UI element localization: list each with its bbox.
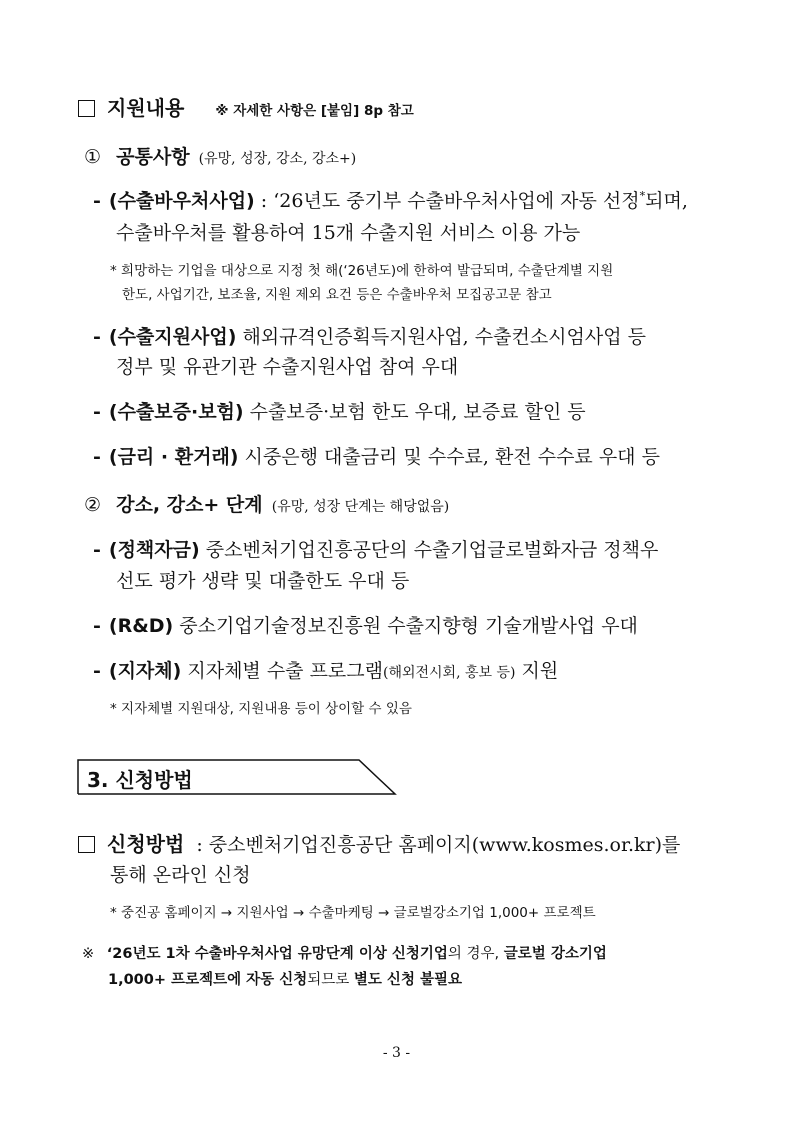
section-3-title: 3. 신청방법 bbox=[87, 768, 193, 792]
common-heading bbox=[84, 142, 356, 169]
item-label: (R&D) bbox=[108, 615, 174, 637]
item-label: (금리 · 환거래) bbox=[108, 446, 239, 468]
checkbox-square-icon bbox=[78, 836, 95, 853]
item-label: (지자체) bbox=[108, 660, 182, 682]
common-item-guarantee: - (수출보증·보험) 수출보증·보험 한도 우대, 보증료 할인 등 bbox=[93, 401, 586, 423]
apply-line1: : 중소벤처기업진흥공단 홈페이지(www.kosmes.or.kr)를 bbox=[196, 834, 681, 856]
item-line2: 선도 평가 생략 및 대출한도 우대 등 bbox=[116, 570, 410, 592]
strong-item-local-gov: - (지자체) 지자체별 수출 프로그램(해외전시회, 홍보 등) 지원 bbox=[93, 660, 559, 682]
footnote-bold2: 글로벌 강소기업 bbox=[503, 946, 607, 962]
voucher-note-line2: 한도, 사업기간, 보조율, 지원 제외 요건 등은 수출바우처 모집공고문 참고 bbox=[122, 287, 552, 303]
page-number: - 3 - bbox=[382, 1045, 411, 1061]
item-line1: : ‘26년도 중기부 수출바우처사업에 자동 선정 bbox=[260, 190, 640, 212]
reference-mark-icon: ※ bbox=[82, 946, 95, 962]
apply-heading bbox=[78, 828, 680, 857]
strong-item-policy-fund: - (정책자금) 중소벤처기업진흥공단의 수출기업글로벌화자금 정책우 bbox=[93, 539, 659, 561]
support-heading bbox=[78, 92, 414, 121]
footnote-line2 bbox=[108, 968, 462, 989]
item-line2: 정부 및 유관기관 수출지원사업 참여 우대 bbox=[116, 356, 459, 378]
circle-number-2: ② bbox=[84, 494, 102, 516]
item-line1: 시중은행 대출금리 및 수수료, 환전 수수료 우대 등 bbox=[244, 446, 660, 468]
local-gov-note: * 지자체별 지원대상, 지원내용 등이 상이할 수 있음 bbox=[110, 701, 412, 717]
item-label: (수출지원사업) bbox=[108, 326, 237, 348]
support-note: ※ 자세한 사항은 [붙임] 8p 참고 bbox=[215, 103, 414, 119]
footnote-bold3: 1,000+ 프로젝트에 자동 신청 bbox=[108, 972, 308, 988]
footnote-line1 bbox=[82, 942, 607, 963]
item-label: (수출보증·보험) bbox=[108, 401, 244, 423]
common-paren: (유망, 성장, 강소, 강소+) bbox=[198, 151, 357, 167]
footnote-plain2: 되므로 bbox=[307, 972, 350, 988]
strong-heading bbox=[84, 490, 449, 517]
common-item-voucher: - (수출바우처사업) : ‘26년도 중기부 수출바우처사업에 자동 선정*되며, bbox=[93, 189, 688, 212]
item-line1: 해외규격인증획득지원사업, 수출컨소시엄사업 등 bbox=[242, 326, 646, 348]
item-line1: 지자체별 수출 프로그램 bbox=[187, 660, 383, 682]
strong-paren: (유망, 성장 단계는 해당없음) bbox=[271, 499, 450, 515]
voucher-note-line1: * 희망하는 기업을 대상으로 지정 첫 해(‘26년도)에 한하여 발급되며, 수출단계별 지원 bbox=[110, 263, 614, 279]
apply-line2: 통해 온라인 신청 bbox=[110, 864, 251, 886]
section-3-banner bbox=[77, 759, 397, 795]
common-item-interest: - (금리 · 환거래) 시중은행 대출금리 및 수수료, 환전 수수료 우대 등 bbox=[93, 446, 660, 468]
item-label: (수출바우처사업) bbox=[108, 190, 255, 212]
item-line2: 수출바우처를 활용하여 15개 수출지원 서비스 이용 가능 bbox=[116, 222, 581, 244]
strong-item-rnd: - (R&D) 중소기업기술정보진흥원 수출지향형 기술개발사업 우대 bbox=[93, 615, 638, 637]
item-label: (정책자금) bbox=[108, 539, 200, 561]
apply-note: * 중진공 홈페이지 → 지원사업 → 수출마케팅 → 글로벌강소기업 1,000+ 프로젝트 bbox=[110, 905, 596, 921]
support-title: 지원내용 bbox=[107, 96, 185, 120]
common-item-export-support: - (수출지원사업) 해외규격인증획득지원사업, 수출컨소시엄사업 등 bbox=[93, 326, 646, 348]
common-title: 공통사항 bbox=[116, 146, 190, 168]
item-line1: 중소기업기술정보진흥원 수출지향형 기술개발사업 우대 bbox=[179, 615, 638, 637]
strong-title: 강소, 강소+ 단계 bbox=[116, 494, 263, 516]
checkbox-square-icon bbox=[78, 100, 95, 117]
item-line1: 수출보증·보험 한도 우대, 보증료 할인 등 bbox=[249, 401, 586, 423]
apply-title: 신청방법 bbox=[107, 832, 185, 856]
item-line1: 중소벤처기업진흥공단의 수출기업글로벌화자금 정책우 bbox=[205, 539, 659, 561]
circle-number-1: ① bbox=[84, 146, 102, 168]
footnote-plain1: 의 경우, bbox=[447, 946, 500, 962]
footnote-bold1: ‘26년도 1차 수출바우처사업 유망단계 이상 신청기업 bbox=[106, 946, 448, 962]
footnote-bold4: 별도 신청 불필요 bbox=[353, 972, 463, 988]
